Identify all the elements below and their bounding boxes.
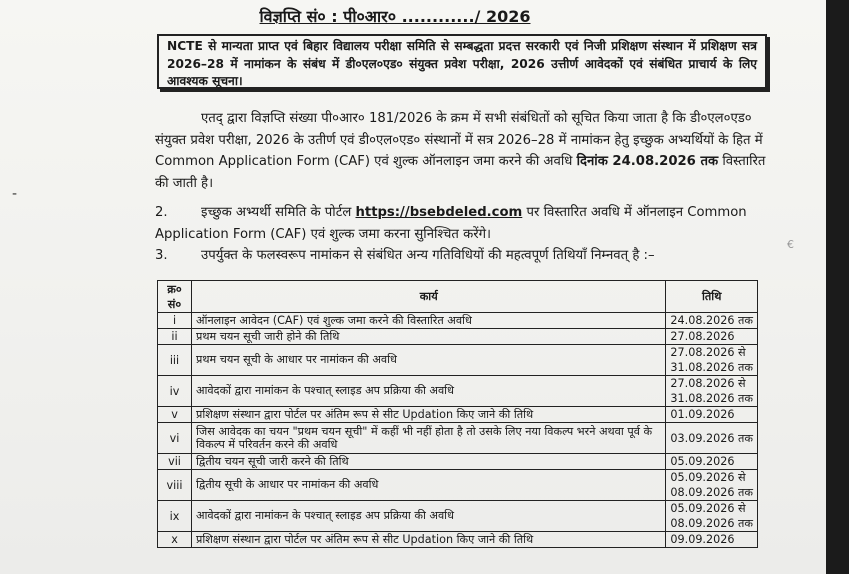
table-row [158, 532, 758, 548]
row-date-line: 27.08.2026 से [670, 346, 746, 359]
row-date-line: 08.09.2026 तक [670, 517, 753, 530]
paragraph-3-number: 3. [155, 248, 168, 263]
row-activity: जिस आवेदक का चयन "प्रथम चयन सूची" में कहीं भी नहीं होता है तो उसके लिए नया विकल्प भरने अथवा पूर्व के विकल्प में परिवर्तन करने की अवधि [192, 423, 666, 454]
row-activity: ऑनलाइन आवेदन (CAF) एवं शुल्क जमा करने की विस्तारित अवधि [192, 313, 666, 329]
row-activity: द्वितीय चयन सूची जारी करने की तिथि [192, 454, 666, 470]
header-serial: क्र० सं० [158, 281, 192, 313]
row-date [666, 532, 758, 548]
row-date-line: 08.09.2026 तक [670, 486, 753, 499]
row-serial: ix [158, 501, 192, 532]
table-row [158, 423, 758, 454]
row-serial: ii [158, 329, 192, 345]
table-row [158, 376, 758, 407]
row-date [666, 329, 758, 345]
header-date: तिथि [666, 281, 758, 313]
row-activity: आवेदकों द्वारा नामांकन के पश्चात् स्लाइड अप प्रक्रिया की अवधि [192, 376, 666, 407]
paragraph-1-text: एतद् द्वारा विज्ञप्ति संख्या पी०आर० 181/2026 के क्रम में सभी संबंधितों को सूचित किया जाता है कि डी०एल०एड० संयुक्त प्रवेश परीक्षा, 2026 के उतीर्ण एवं डी०एल०एड० संस्थानों में सत्र 2026–28 में नामांकन हेतु इच्छुक अभ्यर्थियों के हित में Common Application Form (CAF) एवं शुल्क ऑनलाइन जमा करने की अवधि [155, 111, 763, 169]
row-date-line: 05.09.2026 से [670, 502, 746, 515]
schedule-table [157, 280, 758, 548]
table-row [158, 329, 758, 345]
portal-link[interactable]: https://bsebdeled.com [355, 205, 523, 220]
row-activity: द्वितीय सूची के आधार पर नामांकन की अवधि [192, 470, 666, 501]
deadline-text: दिनांक 24.08.2026 तक [576, 154, 719, 169]
row-activity: प्रथम चयन सूची के आधार पर नामांकन की अवधि [192, 345, 666, 376]
paragraph-1-end: विस्तारित की जाती है। [155, 154, 766, 191]
table-row [158, 454, 758, 470]
row-date [666, 454, 758, 470]
row-date [666, 376, 758, 407]
row-date-line: 27.08.2026 [670, 330, 735, 343]
row-serial: viii [158, 470, 192, 501]
paragraph-2-number: 2. [155, 205, 168, 220]
notice-title [0, 5, 790, 27]
paragraph-1 [155, 108, 767, 194]
row-serial: x [158, 532, 192, 548]
row-serial: i [158, 313, 192, 329]
row-date [666, 407, 758, 423]
table-row [158, 313, 758, 329]
row-date [666, 470, 758, 501]
row-serial: iv [158, 376, 192, 407]
table-row [158, 470, 758, 501]
row-date-line: 27.08.2026 से [670, 377, 746, 390]
paragraph-2 [155, 202, 767, 245]
row-serial: vi [158, 423, 192, 454]
row-serial: iii [158, 345, 192, 376]
table-header-row [158, 281, 758, 313]
row-date-line: 31.08.2026 तक [670, 361, 753, 374]
row-date-line: 05.09.2026 से [670, 471, 746, 484]
row-date-line: 24.08.2026 तक [670, 314, 753, 327]
row-date-line: 03.09.2026 तक [670, 431, 753, 445]
edge-mark: € [787, 238, 794, 251]
row-activity: आवेदकों द्वारा नामांकन के पश्चात् स्लाइड अप प्रक्रिया की अवधि [192, 501, 666, 532]
row-date [666, 423, 758, 454]
row-date [666, 313, 758, 329]
table-row [158, 345, 758, 376]
paragraph-3 [155, 245, 767, 267]
row-date-line: 01.09.2026 [670, 408, 735, 421]
row-activity: प्रथम चयन सूची जारी होने की तिथि [192, 329, 666, 345]
row-serial: vii [158, 454, 192, 470]
margin-mark: - [12, 186, 18, 202]
notice-title-text: विज्ञप्ति सं० : पी०आर० ............/ 2026 [259, 7, 531, 26]
header-activity: कार्य [192, 281, 666, 313]
paragraph-2-text: इच्छुक अभ्यर्थी समिति के पोर्टल [201, 205, 352, 220]
row-activity: प्रशिक्षण संस्थान द्वारा पोर्टल पर अंतिम रूप से सीट Updation किए जाने की तिथि [192, 532, 666, 548]
table-row [158, 501, 758, 532]
row-date-line: 31.08.2026 तक [670, 392, 753, 405]
row-serial: v [158, 407, 192, 423]
table-row [158, 407, 758, 423]
paragraph-3-text: उपर्युक्त के फलस्वरूप नामांकन से संबंधित अन्य गतिविधियों की महत्वपूर्ण तिथियाँ निम्नवत् है :– [201, 248, 655, 263]
row-activity: प्रशिक्षण संस्थान द्वारा पोर्टल पर अंतिम रूप से सीट Updation किए जाने की तिथि [192, 407, 666, 423]
row-date-line: 05.09.2026 [670, 455, 735, 468]
subject-box: NCTE से मान्यता प्राप्त एवं बिहार विद्यालय परीक्षा समिति से सम्बद्धता प्रदत्त सरकारी एवं निजी प्रशिक्षण संस्थान में प्रशिक्षण सत्र 2026–28 में नामांकन के संबंध में डी०एल०एड० संयुक्त प्रवेश परीक्षा, 2026 उत्तीर्ण आवेदकों एवं संबंधित प्राचार्य के लिए आवश्यक सूचना। [157, 34, 767, 89]
row-date [666, 345, 758, 376]
row-date-line: 09.09.2026 [670, 533, 735, 546]
paragraph-2-end: पर विस्तारित अवधि में ऑनलाइन Common Application Form (CAF) एवं शुल्क जमा करना सुनिश्चित करेंगे। [155, 205, 747, 242]
row-date [666, 501, 758, 532]
